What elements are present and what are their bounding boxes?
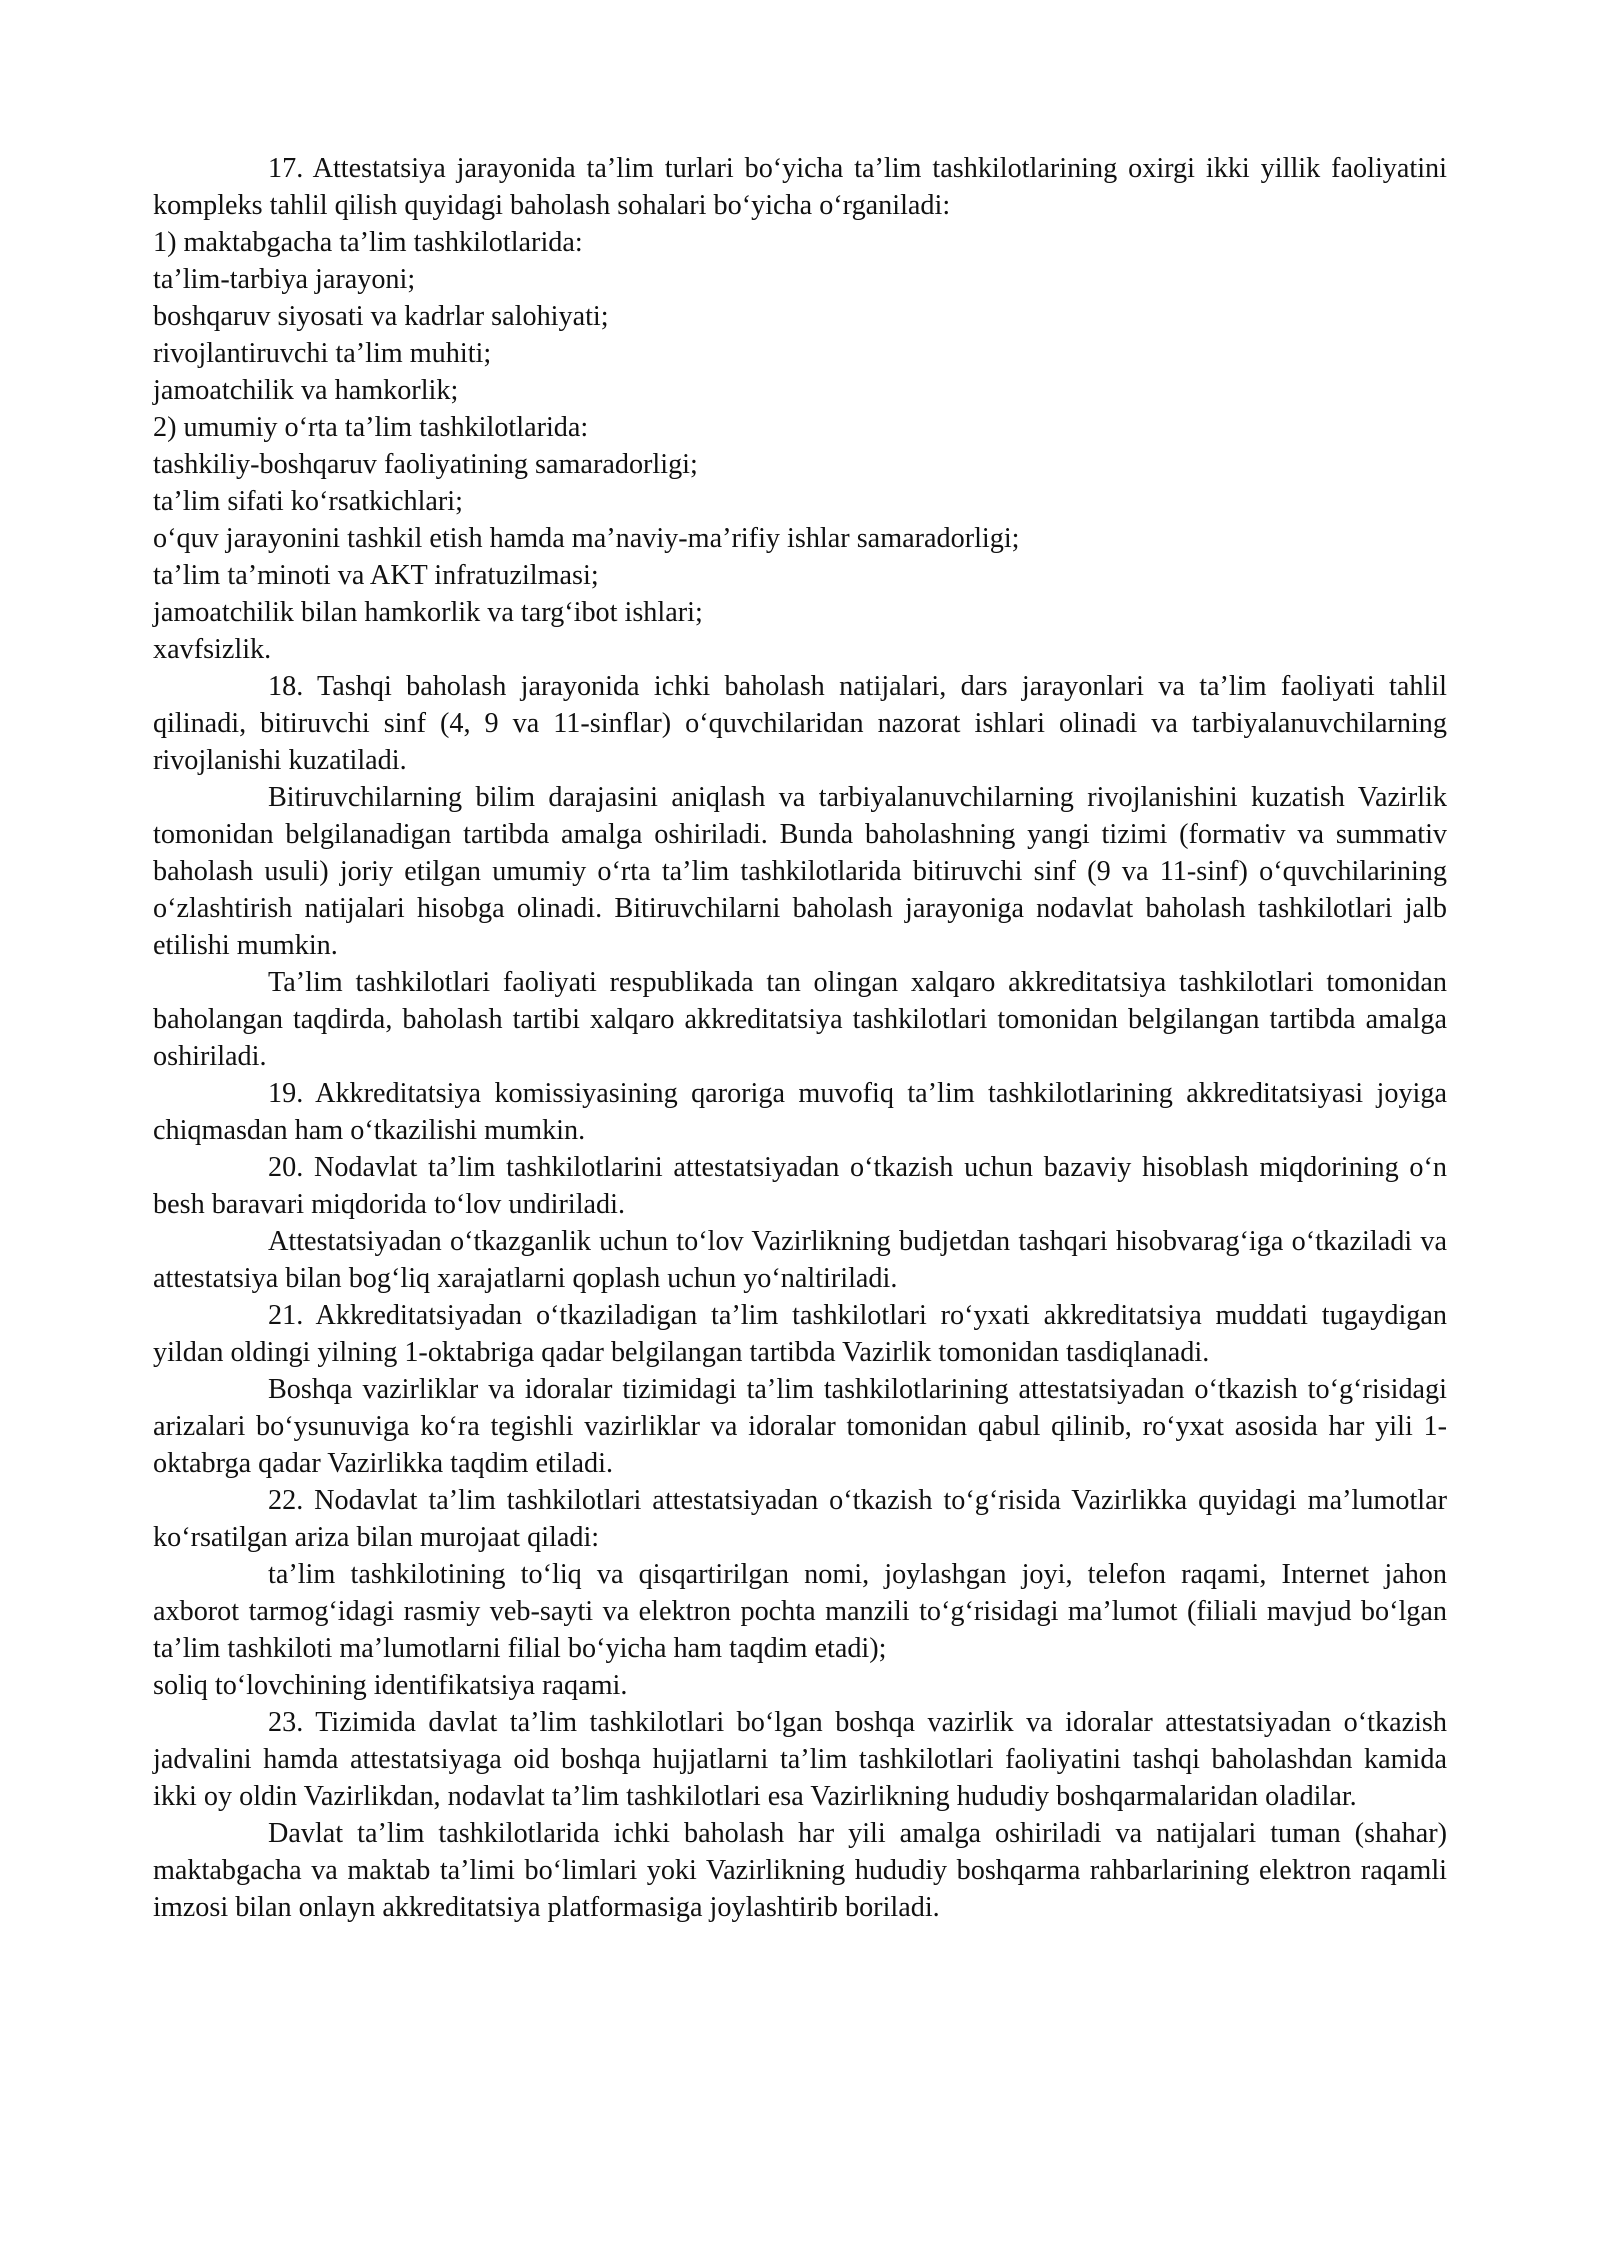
paragraph: Bitiruvchilarning bilim darajasini aniqlash va tarbiyalanuvchilarning rivojlanishini kuzatish Vazirlik tomonidan belgilanadigan tartibda amalga oshiriladi. Bunda baholashning yangi tizimi (formativ va summativ baholash usuli) joriy etilgan umumiy o‘rta ta’lim tashkilotlarida bitiruvchi sinf (9 va 11-sinf) o‘quvchilarining o‘zlashtirish natijalari hisobga olinadi. Bitiruvchilarni baholash jarayoniga nodavlat baholash tashkilotlari jalb etilishi mumkin. (153, 782, 1447, 961)
paragraph-20: 20. Nodavlat ta’lim tashkilotlarini attestatsiyadan o‘tkazish uchun bazaviy hisoblash miqdorining o‘n besh baravari miqdorida to‘lov undiriladi. (153, 1152, 1447, 1220)
list-item-preschool-heading: 1) maktabgacha ta’lim tashkilotlarida: (153, 227, 583, 258)
paragraph-21: 21. Akkreditatsiyadan o‘tkaziladigan ta’lim tashkilotlari ro‘yxati akkreditatsiya muddati tugaydigan yildan oldingi yilning 1-oktabriga qadar belgilangan tartibda Vazirlik tomonidan tasdiqlanadi. (153, 1300, 1447, 1368)
list-item: tashkiliy-boshqaruv faoliyatining samaradorligi; (153, 449, 698, 480)
list-item: jamoatchilik va hamkorlik; (153, 375, 459, 406)
list-item: boshqaruv siyosati va kadrlar salohiyati; (153, 301, 609, 332)
paragraph-18: 18. Tashqi baholash jarayonida ichki baholash natijalari, dars jarayonlari va ta’lim faoliyati tahlil qilinadi, bitiruvchi sinf (4, 9 va 11-sinflar) o‘quvchilaridan nazorat ishlari olinadi va tarbiyalanuvchilarning rivojlanishi kuzatiladi. (153, 671, 1447, 776)
document-page (153, 150, 1447, 1926)
paragraph: Boshqa vazirliklar va idoralar tizimidagi ta’lim tashkilotlarining attestatsiyadan o‘tkazish to‘g‘risidagi arizalari bo‘ysunuviga ko‘ra tegishli vazirliklar va idoralar tomonidan qabul qilinib, ro‘yxat asosida har yili 1-oktabrga qadar Vazirlikka taqdim etiladi. (153, 1374, 1447, 1479)
paragraph: Davlat ta’lim tashkilotlarida ichki baholash har yili amalga oshiriladi va natijalari tuman (shahar) maktabgacha va maktab ta’limi bo‘limlari yoki Vazirlikning hududiy boshqarma rahbarlarining elektron raqamli imzosi bilan onlayn akkreditatsiya platformasiga joylashtirib boriladi. (153, 1818, 1447, 1923)
paragraph-17: 17. Attestatsiya jarayonida ta’lim turlari bo‘yicha ta’lim tashkilotlarining oxirgi ikki yillik faoliyatini kompleks tahlil qilish quyidagi baholash sohalari bo‘yicha o‘rganiladi: (153, 153, 1447, 221)
paragraph: Ta’lim tashkilotlari faoliyati respublikada tan olingan xalqaro akkreditatsiya tashkilotlari tomonidan baholangan taqdirda, baholash tartibi xalqaro akkreditatsiya tashkilotlari tomonidan belgilangan tartibda amalga oshiriladi. (153, 967, 1447, 1072)
list-item: ta’lim ta’minoti va AKT infratuzilmasi; (153, 560, 599, 591)
list-item: o‘quv jarayonini tashkil etish hamda ma’naviy-ma’rifiy ishlar samaradorligi; (153, 523, 1020, 554)
list-item: soliq to‘lovchining identifikatsiya raqami. (153, 1670, 628, 1701)
list-item: ta’lim sifati ko‘rsatkichlari; (153, 486, 463, 517)
paragraph-19: 19. Akkreditatsiya komissiyasining qaroriga muvofiq ta’lim tashkilotlarining akkreditatsiyasi joyiga chiqmasdan ham o‘tkazilishi mumkin. (153, 1078, 1447, 1146)
paragraph-22: 22. Nodavlat ta’lim tashkilotlari attestatsiyadan o‘tkazish to‘g‘risida Vazirlikka quyidagi ma’lumotlar ko‘rsatilgan ariza bilan murojaat qiladi: (153, 1485, 1447, 1553)
list-item: ta’lim-tarbiya jarayoni; (153, 264, 416, 295)
list-item: rivojlantiruvchi ta’lim muhiti; (153, 338, 492, 369)
paragraph: ta’lim tashkilotining to‘liq va qisqartirilgan nomi, joylashgan joyi, telefon raqami, Internet jahon axborot tarmog‘idagi rasmiy veb-sayti va elektron pochta manzili to‘g‘risidagi ma’lumot (filiali mavjud bo‘lgan ta’lim tashkiloti ma’lumotlarni filial bo‘yicha ham taqdim etadi); (153, 1559, 1447, 1664)
paragraph-23: 23. Tizimida davlat ta’lim tashkilotlari bo‘lgan boshqa vazirlik va idoralar attestatsiyadan o‘tkazish jadvalini hamda attestatsiyaga oid boshqa hujjatlarni ta’lim tashkilotlari faoliyatini tashqi baholashdan kamida ikki oy oldin Vazirlikdan, nodavlat ta’lim tashkilotlari esa Vazirlikning hududiy boshqarmalaridan oladilar. (153, 1707, 1447, 1812)
list-item: jamoatchilik bilan hamkorlik va targ‘ibot ishlari; (153, 597, 703, 628)
list-item-general-heading: 2) umumiy o‘rta ta’lim tashkilotlarida: (153, 412, 589, 443)
paragraph: Attestatsiyadan o‘tkazganlik uchun to‘lov Vazirlikning budjetdan tashqari hisobvarag‘iga o‘tkaziladi va attestatsiya bilan bog‘liq xarajatlarni qoplash uchun yo‘naltiriladi. (153, 1226, 1447, 1294)
list-item: xavfsizlik. (153, 634, 272, 665)
